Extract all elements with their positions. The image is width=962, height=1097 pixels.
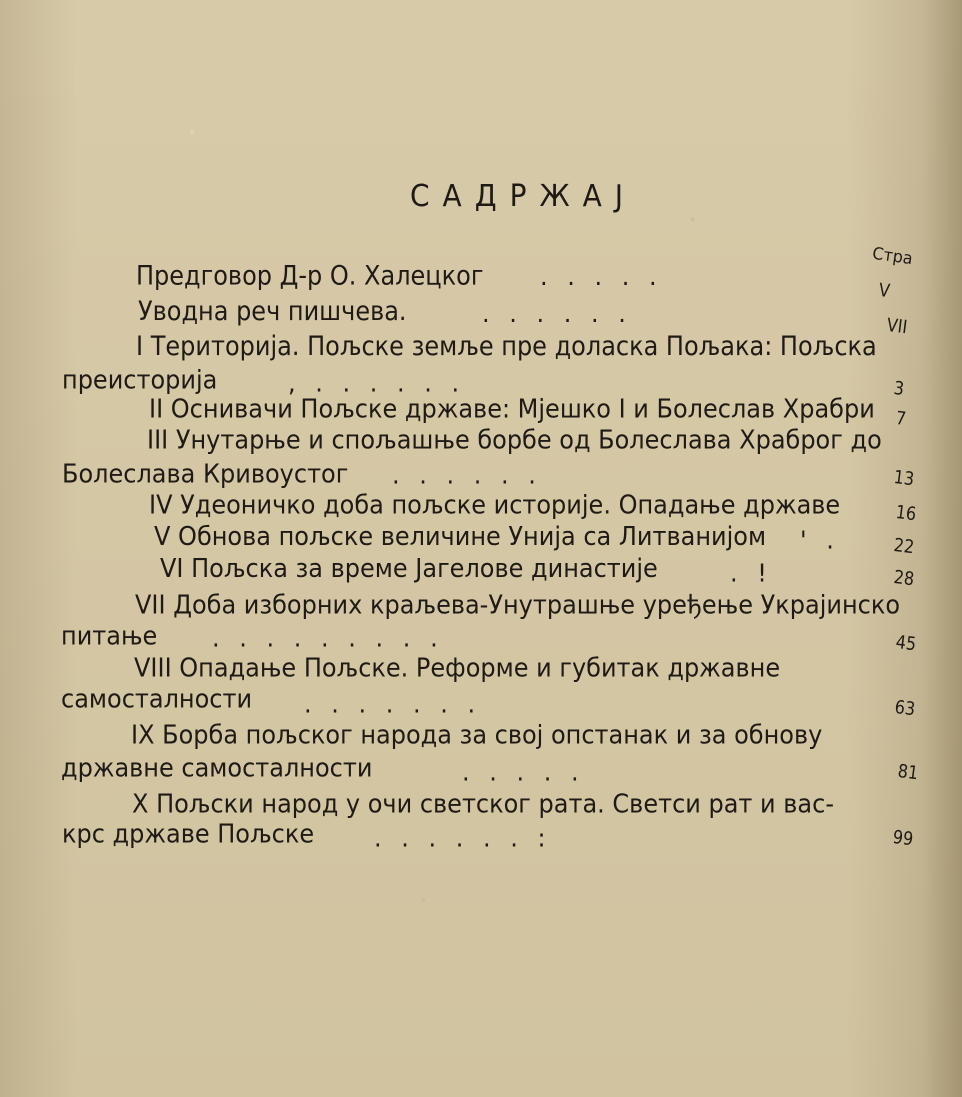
entry-10-dots: . . . . . . . (304, 689, 482, 719)
entry-8-text: VI Пољска за време Јагелове династије (160, 553, 658, 584)
entry-7-text: V Обнова пољске величине Унија са Литванијом (154, 521, 767, 552)
entry-8-page: 28 (892, 565, 916, 590)
page-column-label: Стра (871, 243, 915, 269)
entry-3-dots: , . . . . . . (288, 368, 466, 398)
table-of-contents-title: САДРЖАЈ (410, 178, 637, 214)
entry-3-page: 3 (892, 376, 906, 400)
entry-12-page: 99 (891, 825, 915, 850)
entry-2-text: Уводна реч пишчева. (138, 295, 407, 327)
entry-3-text-line-2: преисторија (62, 364, 218, 396)
page-edge-shadow (922, 0, 962, 1097)
entry-11-page: 81 (896, 759, 920, 784)
entry-5-text-line-2: Болеслава Кривоустог (62, 458, 349, 490)
entry-1-page: V (877, 278, 892, 302)
entry-3-text-line-1: I Територија. Пољске земље пре доласка Пољака: Пољска (136, 330, 877, 362)
entry-12-text-line-1: X Пољски народ у очи светског рата. Светси рат и вас- (132, 788, 834, 820)
entry-10-page: 63 (893, 695, 917, 720)
entry-12-dots: . . . . . . : (374, 823, 552, 853)
entry-7-page: 22 (892, 533, 916, 558)
entry-9-page: 45 (894, 630, 918, 655)
entry-10-text-line-1: VIII Опадање Пољске. Реформе и губитак државне (134, 652, 781, 684)
entry-12-text-line-2: крс државе Пољске (62, 818, 315, 850)
entry-1-text: Предговор Д-р О. Халецког (136, 259, 484, 292)
entry-6-page: 16 (894, 500, 918, 525)
entry-5-text-line-1: III Унутарње и спољашње борбе од Болеслава Храброг до (147, 424, 882, 456)
entry-4-page: 7 (894, 406, 908, 430)
entry-4-text: II Оснивачи Пољске државе: Мјешко I и Болеслав Храбри (149, 393, 875, 425)
entry-2-dots: . . . . . . (482, 298, 632, 329)
entry-5-page: 13 (892, 465, 916, 490)
entry-11-text-line-2: државне самосталности (61, 752, 373, 784)
entry-9-text-line-2: питање (61, 620, 158, 652)
entry-11-dots: . . . . . (462, 757, 585, 787)
entry-5-dots: . . . . . . (392, 460, 542, 490)
entry-11-text-line-1: IX Борба пољског народа за свој опстанак и за обнову (131, 719, 823, 751)
entry-6-text: IV Удеоничко доба пољске историје. Опадање државе (149, 489, 841, 521)
entry-9-dots: . . . . . . . . . (212, 623, 444, 653)
entry-10-text-line-2: самосталности (61, 683, 253, 715)
entry-7-dots: ' . (800, 525, 840, 555)
entry-9-text-line-1: VII Доба изборних краљева-Унутрашње уређење Украјинско (135, 589, 901, 621)
entry-1-dots: . . . . . (540, 261, 663, 292)
entry-8-dots: . ! (730, 558, 773, 588)
entry-2-page: VII (885, 313, 909, 338)
